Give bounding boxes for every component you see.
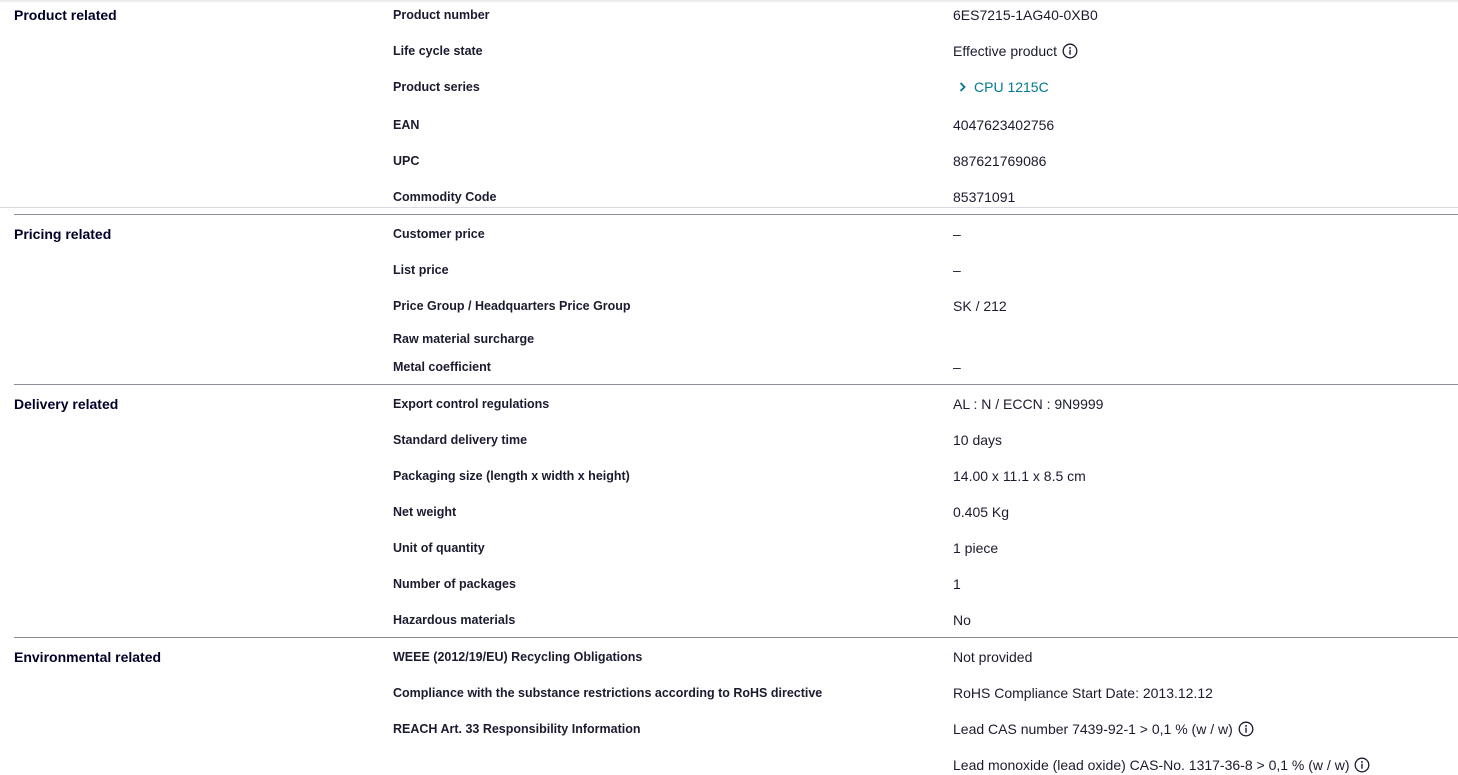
reach-lead-oxide-text: Lead monoxide (lead oxide) CAS-No. 1317-36-8 > 0,1 % (w / w) bbox=[953, 757, 1350, 773]
unit-of-quantity-label: Unit of quantity bbox=[393, 541, 485, 555]
table-row bbox=[0, 647, 1458, 667]
table-row bbox=[0, 224, 1458, 244]
upc-value: 887621769086 bbox=[953, 153, 1047, 169]
info-circle-icon[interactable] bbox=[1238, 721, 1254, 737]
section-title-delivery: Delivery related bbox=[14, 396, 119, 412]
product-series-link[interactable] bbox=[953, 77, 1049, 97]
product-number-value: 6ES7215-1AG40-0XB0 bbox=[953, 7, 1098, 23]
reach-lead-text: Lead CAS number 7439-92-1 > 0,1 % (w / w) bbox=[953, 721, 1233, 737]
table-row bbox=[0, 77, 1458, 97]
section-title-environmental: Environmental related bbox=[14, 649, 162, 665]
net-weight-label: Net weight bbox=[393, 505, 457, 519]
product-series-value bbox=[953, 77, 1049, 97]
table-row bbox=[0, 5, 1458, 25]
packaging-size-value: 14.00 x 11.1 x 8.5 cm bbox=[953, 468, 1086, 484]
table-row bbox=[0, 394, 1458, 414]
table-row bbox=[0, 296, 1458, 316]
top-shadow bbox=[0, 0, 1458, 3]
metal-coefficient-label: Metal coefficient bbox=[393, 360, 491, 374]
table-row bbox=[0, 41, 1458, 61]
list-price-label: List price bbox=[393, 263, 449, 277]
section-divider bbox=[14, 214, 1458, 215]
section-divider bbox=[14, 384, 1458, 385]
table-row bbox=[0, 538, 1458, 558]
metal-coefficient-value: – bbox=[953, 359, 961, 375]
number-of-packages-value: 1 bbox=[953, 576, 961, 592]
section-divider bbox=[14, 637, 1458, 638]
info-circle-icon[interactable] bbox=[1062, 43, 1078, 59]
rohs-value: RoHS Compliance Start Date: 2013.12.12 bbox=[953, 685, 1213, 701]
chevron-right-icon bbox=[957, 81, 969, 93]
info-circle-icon[interactable] bbox=[1354, 757, 1370, 773]
hazardous-materials-value: No bbox=[953, 612, 971, 628]
life-cycle-label: Life cycle state bbox=[393, 44, 483, 58]
table-row bbox=[0, 115, 1458, 135]
table-row bbox=[0, 430, 1458, 450]
table-row bbox=[0, 187, 1458, 207]
table-row bbox=[0, 329, 1458, 349]
table-row bbox=[0, 719, 1458, 739]
table-row bbox=[0, 260, 1458, 280]
table-row bbox=[0, 683, 1458, 703]
ean-label: EAN bbox=[393, 118, 420, 132]
number-of-packages-label: Number of packages bbox=[393, 577, 516, 591]
delivery-time-label: Standard delivery time bbox=[393, 433, 528, 447]
price-group-value: SK / 212 bbox=[953, 298, 1007, 314]
table-row bbox=[0, 574, 1458, 594]
table-row bbox=[0, 151, 1458, 171]
product-series-label: Product series bbox=[393, 80, 480, 94]
rohs-label: Compliance with the substance restrictions according to RoHS directive bbox=[393, 686, 823, 700]
export-control-label: Export control regulations bbox=[393, 397, 550, 411]
product-number-label: Product number bbox=[393, 8, 490, 22]
table-row bbox=[0, 357, 1458, 377]
list-price-value: – bbox=[953, 262, 961, 278]
section-title-product: Product related bbox=[14, 7, 117, 23]
ean-value: 4047623402756 bbox=[953, 117, 1055, 133]
price-group-label: Price Group / Headquarters Price Group bbox=[393, 299, 631, 313]
customer-price-label: Customer price bbox=[393, 227, 485, 241]
customer-price-value: – bbox=[953, 226, 961, 242]
upc-label: UPC bbox=[393, 154, 420, 168]
divider-light bbox=[0, 207, 1458, 208]
delivery-time-value: 10 days bbox=[953, 432, 1003, 448]
packaging-size-label: Packaging size (length x width x height) bbox=[393, 469, 630, 483]
export-control-value: AL : N / ECCN : 9N9999 bbox=[953, 396, 1104, 412]
table-row bbox=[0, 755, 1458, 775]
product-series-link-text: CPU 1215C bbox=[974, 79, 1049, 95]
hazardous-materials-label: Hazardous materials bbox=[393, 613, 516, 627]
table-row bbox=[0, 502, 1458, 522]
life-cycle-value bbox=[953, 41, 1078, 61]
commodity-code-value: 85371091 bbox=[953, 189, 1016, 205]
weee-label: WEEE (2012/19/EU) Recycling Obligations bbox=[393, 650, 643, 664]
section-title-pricing: Pricing related bbox=[14, 226, 112, 242]
weee-value: Not provided bbox=[953, 649, 1033, 665]
net-weight-value: 0.405 Kg bbox=[953, 504, 1010, 520]
reach-label: REACH Art. 33 Responsibility Information bbox=[393, 722, 641, 736]
reach-lead-value bbox=[953, 719, 1254, 739]
table-row bbox=[0, 466, 1458, 486]
table-row bbox=[0, 610, 1458, 630]
raw-material-surcharge-label: Raw material surcharge bbox=[393, 332, 535, 346]
unit-of-quantity-value: 1 piece bbox=[953, 540, 999, 556]
reach-lead-oxide-value bbox=[953, 755, 1370, 775]
commodity-code-label: Commodity Code bbox=[393, 190, 497, 204]
life-cycle-text: Effective product bbox=[953, 43, 1058, 59]
